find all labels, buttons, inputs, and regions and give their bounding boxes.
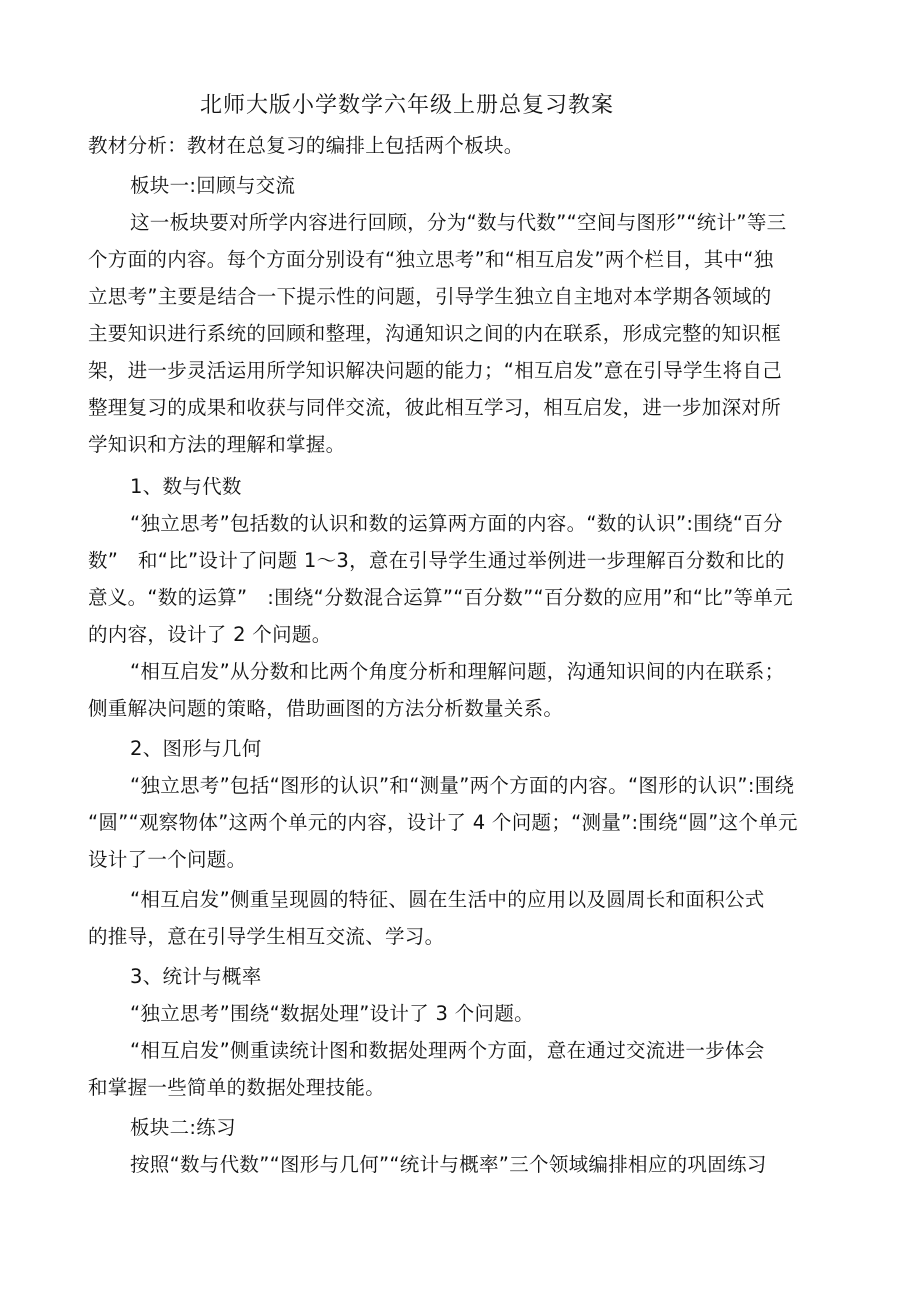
paragraph-line: 3、统计与概率 (130, 965, 262, 988)
paragraph-line: 意义。“数的运算” :围绕“分数混合运算”“百分数”“百分数的应用”和“比”等单元 (88, 586, 793, 609)
paragraph-line: 设计了一个问题。 (88, 848, 247, 871)
paragraph-line: 整理复习的成果和收获与同伴交流，彼此相互学习，相互启发，进一步加深对所 (88, 396, 782, 419)
paragraph-line: “独立思考”包括数的认识和数的运算两方面的内容。“数的认识”:围绕“百分 (130, 512, 783, 535)
paragraph-line: 侧重解决问题的策略，借助画图的方法分析数量关系。 (88, 697, 564, 720)
paragraph-line: 和掌握一些简单的数据处理技能。 (88, 1076, 386, 1099)
paragraph-line: 学知识和方法的理解和掌握。 (88, 433, 346, 456)
paragraph-line: “相互启发”侧重读统计图和数据处理两个方面，意在通过交流进一步体会 (130, 1039, 765, 1062)
paragraph-line: “独立思考”围绕“数据处理”设计了 3 个问题。 (130, 1002, 534, 1025)
paragraph-line: 这一板块要对所学内容进行回顾，分为“数与代数”“空间与图形”“统计”等三 (130, 211, 787, 234)
paragraph-line: 的内容，设计了 2 个问题。 (88, 623, 332, 646)
paragraph-line: 主要知识进行系统的回顾和整理，沟通知识之间的内在联系，形成完整的知识框 (88, 322, 782, 345)
paragraph-line: “独立思考”包括“图形的认识”和“测量”两个方面的内容。“图形的认识”:围绕 (130, 774, 795, 797)
paragraph-line: 按照“数与代数”“图形与几何”“统计与概率”三个领域编排相应的巩固练习 (130, 1153, 767, 1176)
paragraph-line: 数” 和“比”设计了问题 1～3，意在引导学生通过举例进一步理解百分数和比的 (88, 549, 785, 572)
paragraph-line: 立思考”主要是结合一下提示性的问题，引导学生独立自主地对本学期各领域的 (88, 285, 772, 308)
paragraph-line: “相互启发”侧重呈现圆的特征、圆在生活中的应用以及圆周长和面积公式 (130, 888, 765, 911)
paragraph-line: 板块二:练习 (130, 1116, 236, 1139)
paragraph-line: 1、数与代数 (130, 475, 242, 498)
paragraph-line: 教材分析：教材在总复习的编排上包括两个板块。 (88, 134, 524, 157)
paragraph-line: “相互启发”从分数和比两个角度分析和理解问题，沟通知识间的内在联系； (130, 660, 785, 683)
paragraph-line: 2、图形与几何 (130, 737, 262, 760)
paragraph-line: 板块一:回顾与交流 (130, 174, 296, 197)
paragraph-line: 的推导，意在引导学生相互交流、学习。 (88, 925, 445, 948)
paragraph-line: 个方面的内容。每个方面分别设有“独立思考”和“相互启发”两个栏目，其中“独 (88, 248, 774, 271)
paragraph-line: “圆”“观察物体”这两个单元的内容，设计了 4 个问题；“测量”:围绕“圆”这个单元 (88, 811, 798, 834)
document-title: 北师大版小学数学六年级上册总复习教案 (200, 93, 615, 118)
paragraph-line: 架，进一步灵活运用所学知识解决问题的能力；“相互启发”意在引导学生将自己 (88, 359, 783, 382)
